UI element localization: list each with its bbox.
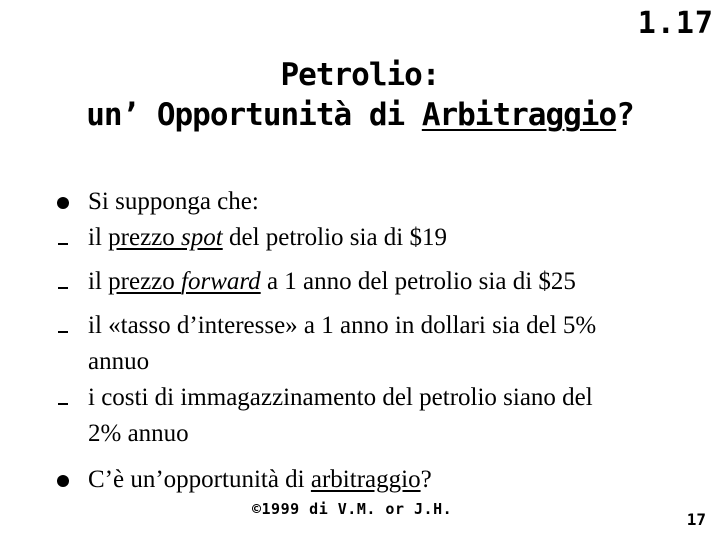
bullet-dot-icon bbox=[57, 475, 69, 487]
underlined-term: arbitraggio bbox=[310, 466, 421, 493]
underlined-term bbox=[108, 224, 223, 251]
text-line: i costi di immagazzinamento del petrolio siano del bbox=[88, 384, 593, 411]
text-line: 2% annuo bbox=[88, 420, 189, 447]
sub-item-text bbox=[88, 308, 688, 380]
text-segment: prezzo bbox=[108, 268, 182, 295]
bullet-dash-icon bbox=[58, 331, 68, 333]
page-number: 17 bbox=[686, 510, 706, 529]
text-segment: il bbox=[88, 268, 109, 295]
title-term-arbitraggio: Arbitraggio bbox=[421, 97, 617, 133]
sub-item-text bbox=[88, 380, 688, 452]
title-line-2-post: ? bbox=[616, 97, 634, 133]
text-segment: del petrolio sia di $19 bbox=[222, 224, 447, 251]
text-segment: C’è un’opportunità di bbox=[88, 466, 311, 493]
title-line-2 bbox=[0, 95, 720, 135]
slide-title bbox=[0, 55, 720, 135]
bullet-dot-icon bbox=[57, 197, 69, 209]
underlined-term bbox=[108, 268, 261, 295]
copyright-notice: ©1999 di V.M. or J.H. bbox=[252, 500, 453, 518]
italic-term: forward bbox=[181, 268, 261, 295]
text-line: annuo bbox=[88, 348, 150, 375]
sub-item-text bbox=[88, 220, 688, 256]
bullet-text bbox=[88, 462, 688, 498]
title-line-2-pre: un’ Opportunità di bbox=[86, 97, 422, 133]
sub-item-text bbox=[88, 264, 688, 300]
bullet-dash-icon bbox=[58, 403, 68, 405]
italic-term: spot bbox=[181, 224, 223, 251]
title-line-1: Petrolio: bbox=[280, 57, 440, 93]
bullet-dash-icon bbox=[58, 243, 68, 245]
text-segment: a 1 anno del petrolio sia di $25 bbox=[260, 268, 576, 295]
text-segment: ? bbox=[420, 466, 432, 493]
slide-number: 1.17 bbox=[637, 6, 714, 41]
text-segment: il bbox=[88, 224, 109, 251]
bullet-dash-icon bbox=[58, 287, 68, 289]
text-line: il «tasso d’interesse» a 1 anno in dollari sia del 5% bbox=[88, 312, 597, 339]
text-segment: prezzo bbox=[108, 224, 182, 251]
bullet-text: Si supponga che: bbox=[88, 188, 259, 215]
